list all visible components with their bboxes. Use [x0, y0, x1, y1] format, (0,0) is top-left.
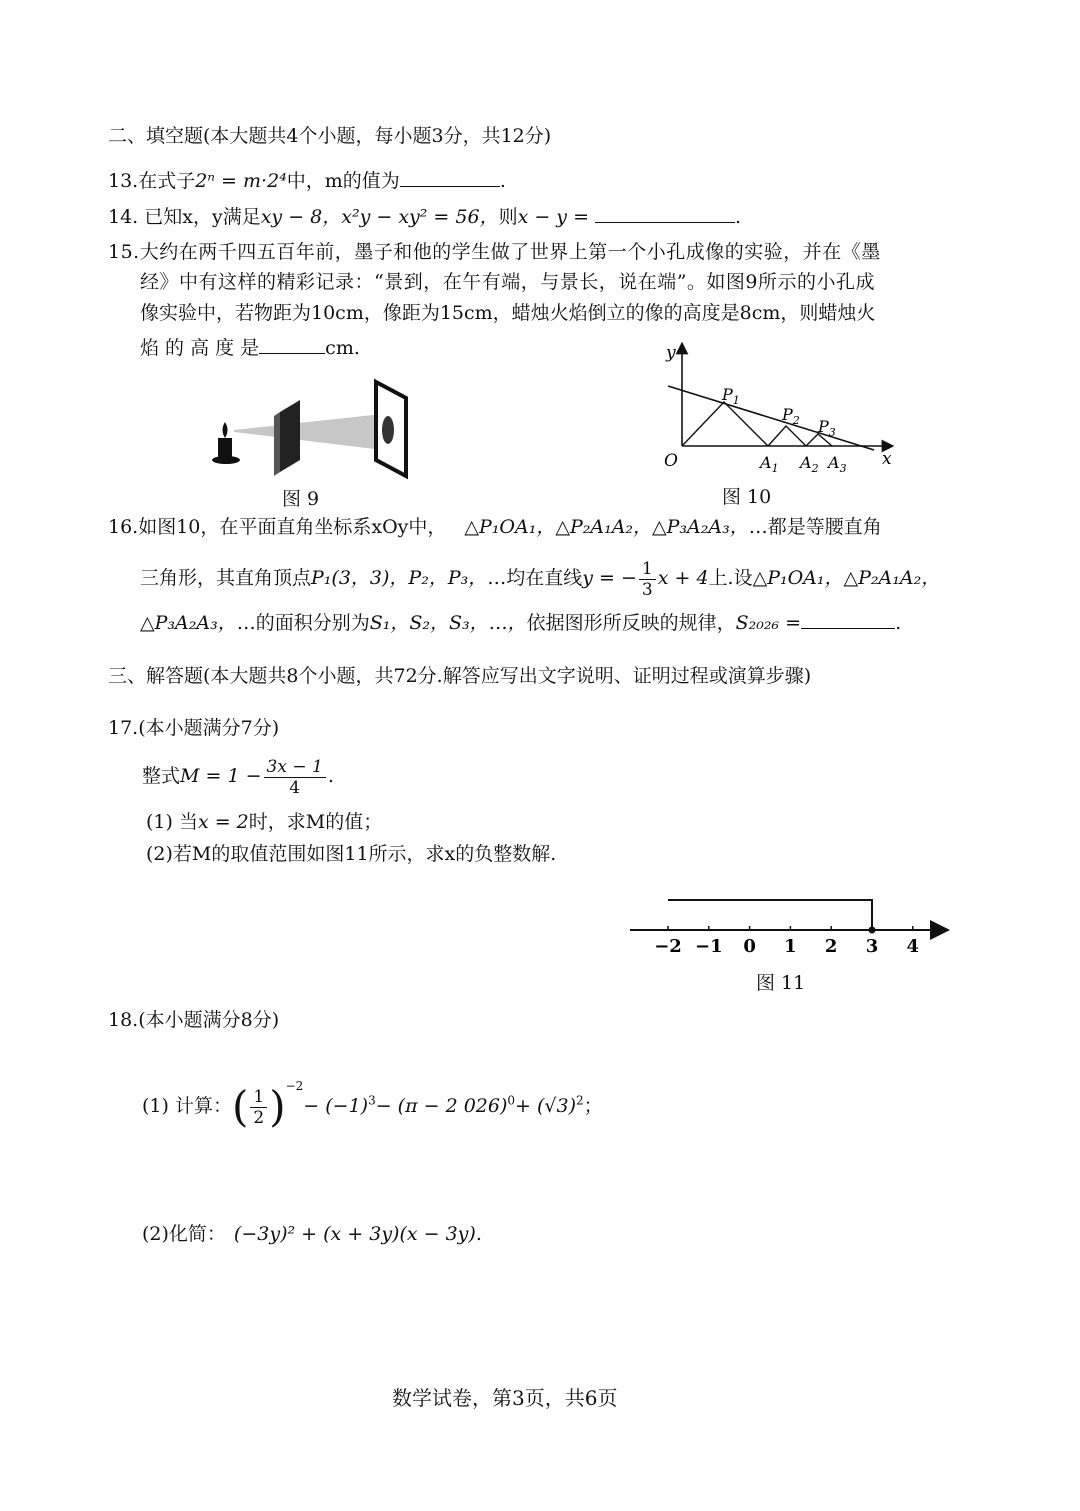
q15-line4 [140, 335, 360, 360]
q16-line2-expr: P₁(3，3)，P₂，P₃， [311, 567, 488, 589]
q18-term3: − (π − 2 026) [375, 1095, 508, 1117]
figure-11-number-line [624, 886, 954, 966]
screen-image [382, 416, 394, 444]
q16-line3-mid: …的面积分别为 [236, 612, 370, 634]
q18-exp2: 3 [368, 1093, 376, 1108]
q17-part1 [146, 810, 382, 834]
q17-part2: (2)若M的取值范围如图11所示，求x的负整数解. [146, 843, 557, 865]
triangle-p1-o-a1 [682, 402, 768, 446]
tick-label: 2 [824, 936, 838, 957]
q15-answer-blank[interactable] [259, 335, 325, 354]
q15-line1: 15.大约在两千四五百年前，墨子和他的学生做了世界上第一个小孔成像的实验，并在《墨 [108, 241, 881, 263]
q16-fraction: $\frac{1}{3}$ [639, 559, 656, 600]
pinhole-board-edge [274, 412, 280, 476]
q17-title: 17.(本小题满分7分) [108, 717, 280, 739]
label-p3: $P_3$ [818, 417, 836, 439]
q17-fraction: $\frac{3x - 1}{4}$ [264, 757, 326, 798]
q17-intro [142, 752, 334, 800]
q17-intro-m: M = 1 − [180, 765, 262, 787]
q18-exp1: −2 [285, 1079, 304, 1093]
question-14 [108, 204, 741, 229]
q18-part2-expr: (−3y)² + (x + 3y)(x − 3y). [233, 1223, 482, 1245]
x-axis-label: x [882, 449, 892, 469]
q16-line2-expr2: △P₁OA₁，△P₂A₁A₂， [752, 567, 941, 589]
q18-exp3: 0 [507, 1093, 516, 1108]
tick-label: 3 [865, 936, 879, 957]
q13-tail: 中，m的值为 [286, 170, 400, 192]
q16-line2-y: y = − [582, 567, 637, 589]
q18-term2: − (−1) [303, 1095, 369, 1117]
q16-line3-s: S₁，S₂，S₃，…， [369, 612, 527, 634]
label-p2: $P_2$ [782, 405, 800, 427]
q14-expr3: x − y = [517, 206, 590, 228]
pinhole-board [280, 400, 300, 472]
q18-part2-lead: (2)化简： [142, 1223, 226, 1245]
q15-unit: cm. [325, 337, 360, 359]
q18-part1-end: ； [583, 1095, 603, 1117]
q14-mid: 则 [498, 206, 518, 228]
q16-line3-tail: 依据图形所反映的规律， [526, 612, 736, 634]
q17-part1-tail: 时，求M的值； [248, 811, 383, 833]
tick-label: 4 [906, 936, 920, 957]
q16-line3-s2026: S₂₀₂₆ = [735, 612, 802, 634]
q18-term4: + (√3) [515, 1095, 577, 1117]
q15-line2: 经》中有这样的精彩记录：“景到，在午有端，与景长，说在端”。如图9所示的小孔成 [140, 271, 876, 293]
q16-line2 [140, 556, 940, 600]
q16-line2-lead: 三角形，其直角顶点 [140, 567, 312, 589]
q14-expr2: x²y − xy² = 56， [341, 206, 499, 228]
q13-expr: 2ⁿ = m·2⁴ [195, 170, 287, 192]
q18-exp4: 2 [576, 1093, 584, 1108]
q17-part1-expr: x = 2 [197, 811, 249, 833]
q17-part1-lead: (1) 当 [146, 811, 198, 833]
q14-answer-blank[interactable] [595, 204, 735, 223]
section2-heading: 二、填空题(本大题共4个小题，每小题3分，共12分) [108, 125, 552, 147]
q16-end: . [895, 612, 902, 634]
q18-fraction: $\frac{1}{2}$ [250, 1087, 267, 1128]
q16-line2-mid: …均在直线 [487, 567, 583, 589]
q14-lead: 14. 已知x，y满足 [108, 206, 261, 228]
q16-answer-blank[interactable] [801, 610, 895, 629]
q16-line1-lead: 16.如图10，在平面直角坐标系xOy中， [108, 516, 447, 538]
figure-11-caption: 图 11 [756, 972, 806, 994]
figure-9-pinhole-camera [200, 372, 420, 482]
range-bracket [668, 900, 872, 930]
tick-label: 0 [743, 936, 756, 957]
q16-line2-tail: 上.设 [708, 567, 753, 589]
line-y-eq [668, 386, 874, 450]
q16-line1 [108, 515, 882, 539]
q14-end: . [735, 206, 742, 228]
q18-part2 [142, 1222, 482, 1246]
q16-line1-tail: …都是等腰直角 [748, 516, 882, 538]
q13-answer-blank[interactable] [400, 168, 500, 187]
q13-end: . [499, 170, 506, 192]
tick-label: −2 [654, 936, 682, 957]
q14-expr1: xy − 8， [260, 206, 342, 228]
figure-10-caption: 图 10 [722, 486, 772, 508]
q15-line4-lead: 焰 的 高 度 是 [140, 337, 260, 359]
q16-line3-expr: △P₃A₂A₃， [140, 612, 237, 634]
q16-line3 [140, 610, 901, 635]
figure-9-caption: 图 9 [282, 488, 320, 510]
q18-part1: (1) 计算：( $\frac{1}{2}$ )$^{-2}- (-1)^3- (\pi - 2$ $026)^0+ (√3)^2$； [142, 1079, 603, 1131]
label-a1: $A_1$ [760, 453, 779, 475]
label-a2: $A_2$ [800, 453, 819, 475]
candle-icon [212, 422, 240, 464]
q18-title: 18.(本小题满分8分) [108, 1009, 280, 1031]
tick-label: 1 [784, 936, 797, 957]
q16-line1-expr: △P₁OA₁，△P₂A₁A₂，△P₃A₂A₃， [464, 516, 749, 538]
q15-line3: 像实验中，若物距为10cm，像距为15cm，蜡烛火焰倒立的像的高度是8cm，则蜡烛火 [140, 302, 876, 324]
tick-label: −1 [694, 936, 723, 957]
origin-label: O [664, 451, 678, 471]
q17-intro-end: . [327, 765, 334, 787]
figure-10-coordinate-diagram [660, 340, 900, 480]
label-p1: $P_1$ [722, 385, 740, 407]
triangle-p2-a1-a2 [768, 426, 806, 446]
y-axis-label: y [666, 343, 676, 363]
q16-line2-rest: x + 4 [657, 567, 709, 589]
q17-intro-lead: 整式 [142, 765, 181, 787]
q18-part1-lead: (1) 计算： [142, 1095, 232, 1117]
label-a3: $A_3$ [828, 453, 847, 475]
question-13 [108, 168, 506, 193]
section3-heading: 三、解答题(本大题共8个小题，共72分.解答应写出文字说明、证明过程或演算步骤) [108, 665, 812, 687]
page-footer: 数学试卷，第3页，共6页 [392, 1386, 618, 1410]
q13-lead: 13.在式子 [108, 170, 196, 192]
